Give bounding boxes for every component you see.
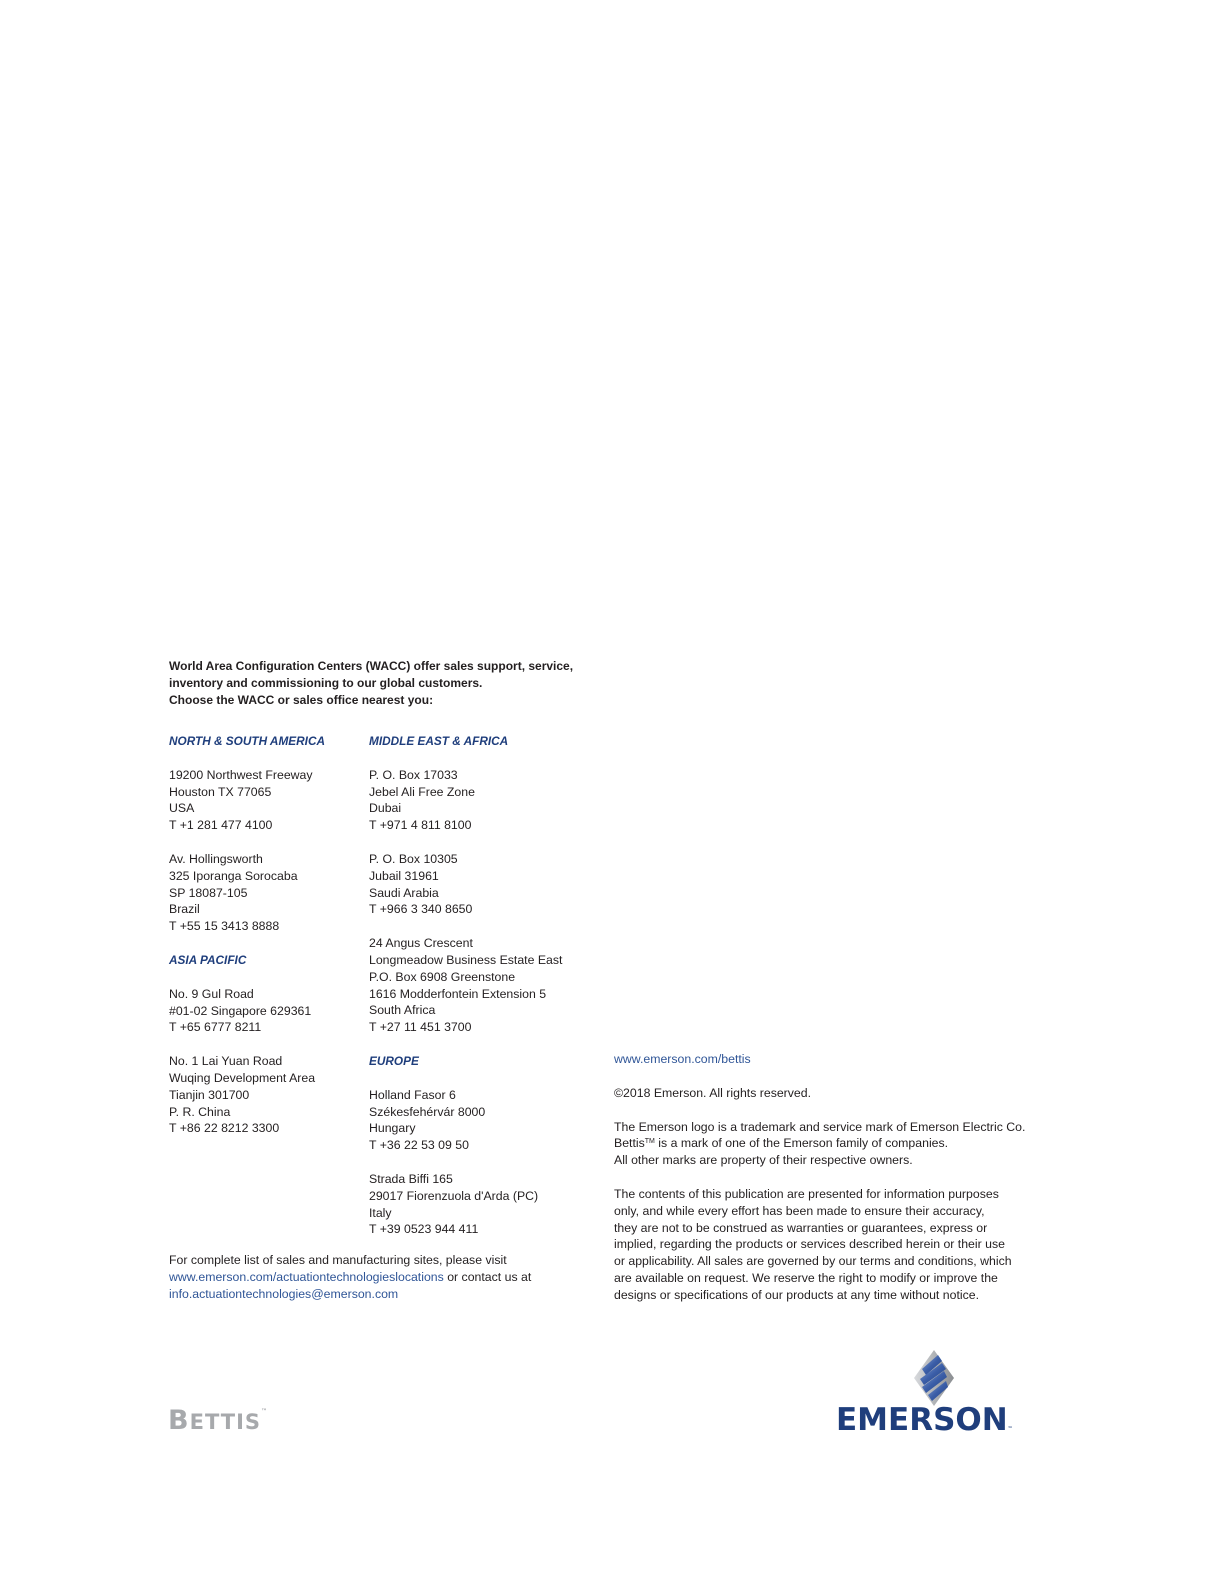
intro-line: World Area Configuration Centers (WACC) offer sales support, service, <box>169 659 574 673</box>
address-line: P. O. Box 17033 <box>369 767 458 782</box>
note-line <box>169 1269 599 1286</box>
address-line: Jubail 31961 <box>369 868 439 883</box>
address-line: Av. Hollingsworth <box>169 851 263 866</box>
region-heading-north-south-america: NORTH & SOUTH AMERICA <box>169 734 325 748</box>
address-line: Hungary <box>369 1121 416 1136</box>
phone-number: T +86 22 8212 3300 <box>169 1121 280 1136</box>
bettis-logo-initial: B <box>168 1405 190 1436</box>
office-address-hungary <box>369 1087 589 1154</box>
address-line: No. 9 Gul Road <box>169 986 254 1001</box>
copyright-block <box>614 1085 1044 1102</box>
bettis-logo-tm: ™ <box>261 1408 268 1415</box>
email-link[interactable]: info.actuationtechnologies@emerson.com <box>169 1286 399 1301</box>
tm-mark: TM <box>644 1138 655 1146</box>
trademark-line <box>614 1135 1044 1152</box>
phone-number: T +966 3 340 8650 <box>369 902 473 917</box>
emerson-logo <box>836 1402 1013 1438</box>
address-line: USA <box>169 801 195 816</box>
address-line: Longmeadow Business Estate East <box>369 952 563 967</box>
sales-sites-note <box>169 1252 599 1302</box>
bettis-logo-rest: ETTIS <box>189 1410 262 1434</box>
intro-line: Choose the WACC or sales office nearest you: <box>169 693 434 707</box>
disclaimer-line: implied, regarding the products or services described herein or their use <box>614 1237 1005 1252</box>
address-line: 19200 Northwest Freeway <box>169 767 313 782</box>
region-heading-asia-pacific: ASIA PACIFIC <box>169 952 247 967</box>
address-line: Dubai <box>369 801 402 816</box>
address-line: Strada Biffi 165 <box>369 1171 453 1186</box>
address-line: 29017 Fiorenzuola d'Arda (PC) <box>369 1188 539 1203</box>
address-line: 1616 Modderfontein Extension 5 <box>369 986 547 1001</box>
office-address-brazil <box>169 851 359 935</box>
address-line: Houston TX 77065 <box>169 784 272 799</box>
address-line: Saudi Arabia <box>369 885 439 900</box>
address-line: Székesfehérvár 8000 <box>369 1104 486 1119</box>
office-address-singapore <box>169 986 359 1036</box>
website-link[interactable]: www.emerson.com/bettis <box>614 1052 751 1066</box>
locations-link[interactable]: www.emerson.com/actuationtechnologieslocations <box>169 1269 444 1284</box>
address-line: No. 1 Lai Yuan Road <box>169 1054 283 1069</box>
disclaimer-line: The contents of this publication are presented for information purposes <box>614 1186 999 1201</box>
address-line: #01-02 Singapore 629361 <box>169 1003 312 1018</box>
address-line: 24 Angus Crescent <box>369 936 473 951</box>
bettis-logo <box>168 1405 267 1436</box>
emerson-mark-icon <box>912 1349 956 1407</box>
trademark-line: The Emerson logo is a trademark and service mark of Emerson Electric Co. <box>614 1119 1026 1134</box>
disclaimer-line: are available on request. We reserve the right to modify or improve the <box>614 1270 998 1285</box>
emerson-logo-tm: ™ <box>1007 1426 1013 1432</box>
intro-text <box>169 658 609 709</box>
legal-column <box>614 1051 1044 1321</box>
phone-number: T +55 15 3413 8888 <box>169 919 280 934</box>
bettis-name: Bettis <box>614 1136 645 1151</box>
phone-number: T +1 281 477 4100 <box>169 818 273 833</box>
website-block <box>614 1051 1044 1068</box>
address-line: SP 18087-105 <box>169 885 248 900</box>
disclaimer-line: designs or specifications of our products at any time without notice. <box>614 1287 979 1302</box>
address-line: P.O. Box 6908 Greenstone <box>369 969 516 984</box>
address-line: P. O. Box 10305 <box>369 851 458 866</box>
emerson-logo-text: EMERSON <box>836 1402 1008 1438</box>
address-line: Italy <box>369 1205 392 1220</box>
disclaimer-block <box>614 1186 1044 1304</box>
note-line: For complete list of sales and manufacturing sites, please visit <box>169 1253 507 1267</box>
disclaimer-line: only, and while every effort has been made to ensure their accuracy, <box>614 1203 985 1218</box>
trademark-block <box>614 1119 1044 1169</box>
phone-number: T +27 11 451 3700 <box>369 1020 472 1035</box>
disclaimer-line: or applicability. All sales are governed by our terms and conditions, which <box>614 1254 1012 1269</box>
note-text: or contact us at <box>443 1269 532 1284</box>
phone-number: T +39 0523 944 411 <box>369 1222 479 1237</box>
region-heading-europe: EUROPE <box>369 1053 419 1068</box>
address-line: South Africa <box>369 1003 436 1018</box>
note-line <box>169 1286 599 1303</box>
phone-number: T +971 4 811 8100 <box>369 818 472 833</box>
address-line: Brazil <box>169 902 200 917</box>
address-line: Holland Fasor 6 <box>369 1087 456 1102</box>
office-address-china <box>169 1053 359 1137</box>
office-address-italy <box>369 1171 589 1238</box>
copyright-text: ©2018 Emerson. All rights reserved. <box>614 1085 812 1100</box>
office-address-usa <box>169 767 359 834</box>
locations-column-2 <box>369 733 589 1255</box>
address-line: Jebel Ali Free Zone <box>369 784 475 799</box>
phone-number: T +36 22 53 09 50 <box>369 1138 469 1153</box>
disclaimer-line: they are not to be construed as warranties or guarantees, express or <box>614 1220 988 1235</box>
trademark-line: All other marks are property of their respective owners. <box>614 1153 913 1168</box>
office-address-south-africa <box>369 935 589 1036</box>
address-line: 325 Iporanga Sorocaba <box>169 868 298 883</box>
address-line: Tianjin 301700 <box>169 1087 250 1102</box>
intro-line: inventory and commissioning to our global customers. <box>169 676 483 690</box>
address-line: Wuqing Development Area <box>169 1070 316 1085</box>
office-address-saudi-arabia <box>369 851 589 918</box>
region-heading-middle-east-africa: MIDDLE EAST & AFRICA <box>369 734 509 748</box>
office-address-dubai <box>369 767 589 834</box>
address-line: P. R. China <box>169 1104 231 1119</box>
locations-column-1 <box>169 733 359 1154</box>
phone-number: T +65 6777 8211 <box>169 1020 262 1035</box>
trademark-text: is a mark of one of the Emerson family of companies. <box>654 1136 949 1151</box>
